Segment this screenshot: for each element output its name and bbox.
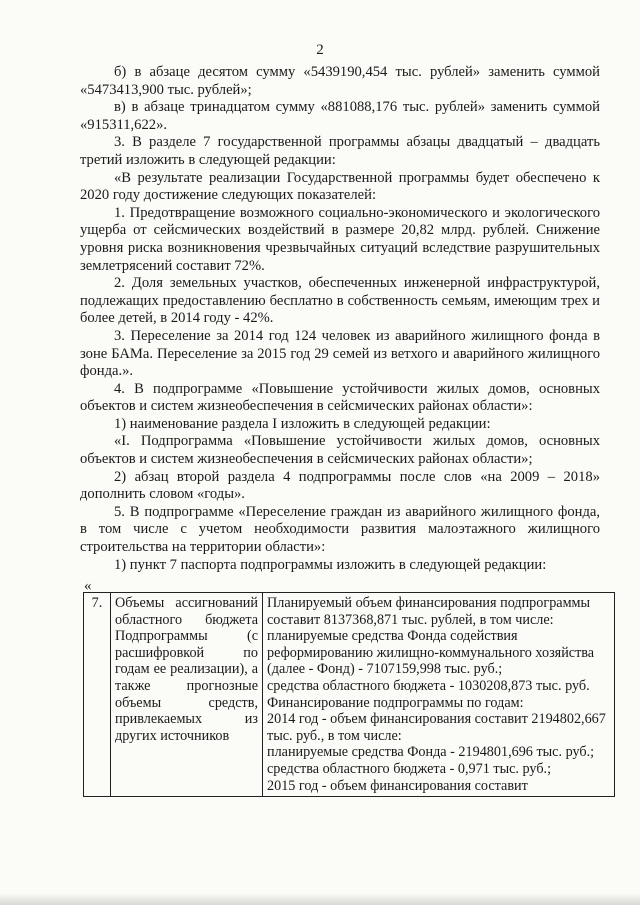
content-line: планируемые средства Фонда - 2194801,696 тыс. руб.; bbox=[267, 744, 595, 761]
scan-edge bbox=[0, 893, 640, 905]
content-line: средства областного бюджета - 0,971 тыс. руб.; bbox=[267, 760, 552, 777]
content-line: 2014 год - объем финансирования составит 2194802,667 тыс. руб., в том числе: bbox=[267, 711, 606, 744]
paragraph: «В результате реализации Государственной программы будет обеспечено к 2020 году достижение следующих показателей: bbox=[80, 169, 600, 204]
paragraph: б) в абзаце десятом сумму «5439190,454 тыс. рублей» заменить суммой «5473413,900 тыс. рублей»; bbox=[80, 64, 600, 98]
paragraph: 2) абзац второй раздела 4 подпрограммы после слов «на 2009 – 2018» дополнить словом «годы». bbox=[80, 468, 600, 503]
content-line: Планируемый объем финансирования подпрограммы составит 8137368,871 тыс. рублей, в том числе: bbox=[267, 595, 591, 628]
financing-table bbox=[83, 592, 615, 797]
paragraph: 1. Предотвращение возможного социально-экономического и экологического ущерба от сейсмических воздействий в размере 20,82 млрд. рублей. Снижение уровня риска возникновения чрезвычайных ситуаций вследствие разрушительных землетрясений составит 72%. bbox=[80, 204, 600, 274]
table-row bbox=[84, 593, 615, 797]
paragraph: 4. В подпрограмме «Повышение устойчивости жилых домов, основных объектов и систем жизнеобеспечения в сейсмических районах области»: bbox=[80, 380, 600, 415]
row-label: Объемы ассигнований областного бюджета Подпрограммы (с расшифровкой по годам ее реализации), а также прогнозные объемы средств, привлекаемых из других источников bbox=[111, 593, 263, 797]
paragraph: в) в абзаце тринадцатом сумму «881088,176 тыс. рублей» заменить суммой «915311,622». bbox=[80, 99, 600, 133]
paragraph: 2. Доля земельных участков, обеспеченных инженерной инфраструктурой, подлежащих предоставлению бесплатно в собственность семьям, имеющим трех и более детей, в 2014 году - 42%. bbox=[80, 275, 600, 327]
content-line: Финансирование подпрограммы по годам: bbox=[267, 694, 524, 711]
paragraph: 5. В подпрограмме «Переселение граждан из аварийного жилищного фонда, в том числе с учетом необходимости развития малоэтажного жилищного строительства на территории области»: bbox=[80, 503, 600, 556]
page-number: 2 bbox=[316, 42, 324, 58]
opening-quote: « bbox=[84, 578, 92, 594]
content-line: средства областного бюджета - 1030208,873 тыс. руб. bbox=[267, 677, 590, 694]
paragraph: «I. Подпрограмма «Повышение устойчивости жилых домов, основных объектов и систем жизнеобеспечения в сейсмических районах области»; bbox=[80, 433, 600, 468]
paragraph: 1) пункт 7 паспорта подпрограммы изложить в следующей редакции: bbox=[114, 556, 547, 573]
paragraph: 1) наименование раздела I изложить в следующей редакции: bbox=[114, 415, 491, 432]
content-line: планируемые средства Фонда содействия реформированию жилищно-коммунального хозяйства (далее - Фонд) - 7107159,998 тыс. руб.; bbox=[267, 628, 595, 678]
row-content bbox=[263, 593, 615, 797]
paragraph: 3. В разделе 7 государственной программы абзацы двадцатый – двадцать третий изложить в следующей редакции: bbox=[80, 134, 600, 168]
row-number: 7. bbox=[84, 593, 111, 797]
paragraph: 3. Переселение за 2014 год 124 человек из аварийного жилищного фонда в зоне БАМа. Переселение за 2015 год 29 семей из ветхого и аварийного жилищного фонда.». bbox=[80, 327, 600, 380]
content-line: 2015 год - объем финансирования составит bbox=[267, 777, 528, 794]
body-text bbox=[80, 64, 600, 574]
